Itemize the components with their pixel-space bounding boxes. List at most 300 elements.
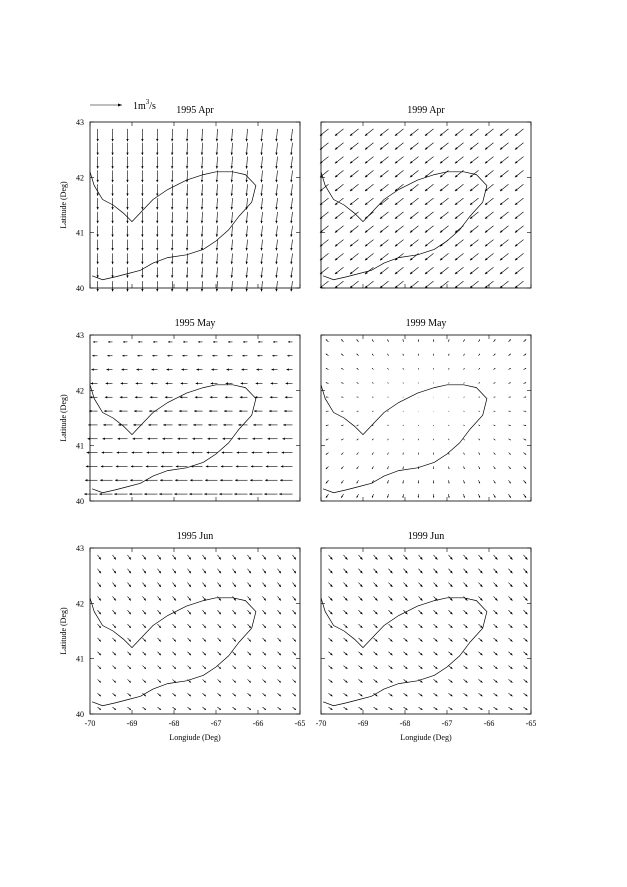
vector-arrow-head	[96, 289, 98, 291]
vector-arrow-head	[208, 424, 210, 426]
vector-arrow-head	[171, 289, 173, 291]
vector-arrow-head	[186, 221, 188, 223]
vector-arrow-head	[216, 180, 218, 182]
vector-arrow-head	[226, 382, 228, 384]
vector-arrow-head	[231, 262, 233, 264]
y-tick-label: 42	[76, 386, 84, 396]
vector-arrow-head	[186, 166, 188, 168]
vector-arrow-head	[205, 479, 207, 481]
panel-1999-jun	[316, 531, 537, 728]
vector-arrow-head	[178, 424, 180, 426]
vector-arrow-head	[231, 248, 233, 250]
vector-arrow-head	[121, 382, 123, 384]
vector-arrow-head	[269, 410, 271, 412]
vector-arrow-head	[264, 493, 266, 495]
vector-arrow-head	[186, 207, 188, 209]
vector-arrow-head	[99, 493, 101, 495]
vector-arrow-head	[260, 193, 262, 196]
vector-arrow-head	[141, 194, 143, 196]
vector-arrow-head	[111, 166, 113, 168]
vector-arrow-head	[257, 355, 259, 357]
vector-arrow-head	[186, 193, 188, 195]
vector-arrow-head	[226, 368, 228, 370]
vector-arrow-head	[126, 248, 128, 250]
vector-arrow-head	[171, 193, 173, 195]
legend	[90, 98, 156, 112]
vector-arrow-head	[279, 493, 281, 495]
vector-arrow-head	[210, 396, 212, 398]
vector-arrow-head	[96, 139, 98, 141]
vector-arrow-head	[186, 153, 188, 155]
vector-arrow-head	[246, 289, 248, 292]
vector-arrow-head	[209, 410, 211, 412]
vector-arrow-head	[118, 424, 120, 426]
panel-title: 1995 Jun	[176, 531, 214, 542]
vector-arrow-head	[281, 465, 283, 467]
vector-arrow-head	[93, 341, 95, 343]
vector-arrow-head	[146, 465, 148, 467]
vector-arrow-head	[246, 234, 248, 236]
panel-1995-apr	[76, 105, 300, 293]
vector-arrow-head	[418, 482, 419, 483]
vector-arrow-head	[147, 438, 149, 440]
vector-arrow-head	[144, 557, 146, 560]
vector-arrow-head	[260, 153, 262, 155]
y-tick-label: 42	[76, 173, 84, 183]
vector-arrow-head	[216, 166, 218, 168]
vector-arrow-head	[264, 557, 266, 560]
vector-arrow-head	[165, 396, 167, 398]
y-axis-label-row-2: Latitude (Deg)	[59, 394, 68, 442]
vector-arrow-head	[242, 355, 244, 357]
vector-arrow-head	[231, 275, 233, 277]
vector-arrow-head	[216, 234, 218, 236]
vector-arrow-head	[141, 248, 143, 250]
vector-arrow-head	[186, 139, 188, 141]
vector-arrow-head	[132, 451, 134, 453]
vector-arrow-head	[126, 166, 128, 168]
vector-arrow-head	[182, 355, 184, 357]
vector-arrow-head	[126, 207, 128, 209]
vector-arrow-head	[117, 438, 119, 440]
x-tick-label: -67	[210, 719, 222, 728]
vector-arrow-head	[186, 289, 188, 291]
vector-arrow-head	[194, 410, 196, 412]
vector-arrow-head	[254, 410, 256, 412]
vector-arrow-head	[207, 438, 209, 440]
vector-arrow-head	[126, 153, 128, 155]
vector-arrow-head	[177, 438, 179, 440]
vector-arrow-head	[141, 289, 143, 291]
vector-arrow-head	[132, 438, 134, 440]
vector-arrow-head	[260, 207, 262, 210]
plot-frame	[321, 335, 531, 501]
vector-arrow-head	[198, 341, 200, 343]
vector-arrow-head	[221, 465, 223, 467]
vector-arrow-head	[192, 438, 194, 440]
vector-arrow-head	[167, 355, 169, 357]
vector-arrow-head	[126, 275, 128, 277]
vector-arrow-head	[111, 180, 113, 182]
vector-arrow-head	[201, 166, 203, 168]
vector-arrow-head	[96, 194, 98, 196]
vector-arrow-head	[141, 153, 143, 155]
vector-arrow-head	[273, 341, 275, 343]
vector-arrow-head	[117, 451, 119, 453]
vector-arrow-head	[216, 221, 218, 223]
bank-outline	[321, 172, 487, 280]
vector-arrow-head	[141, 234, 143, 236]
vector-arrow-head	[186, 180, 188, 182]
vector-arrow-head	[156, 262, 158, 264]
panel-title: 1999 May	[405, 318, 447, 329]
vector-arrow-head	[96, 153, 98, 155]
vector-arrow-head	[231, 153, 233, 155]
vector-arrow-head	[227, 355, 229, 357]
vector-arrow-head	[108, 341, 110, 343]
vector-arrow-head	[201, 139, 203, 141]
vector-arrow-head	[102, 438, 104, 440]
vector-arrow-head	[159, 493, 161, 495]
vector-arrow-head	[216, 289, 218, 291]
vector-arrow-head	[136, 368, 138, 370]
vector-arrow-head	[183, 341, 185, 343]
vector-arrow-head	[111, 248, 113, 250]
vector-arrow-head	[156, 207, 158, 209]
vector-arrow-head	[237, 438, 239, 440]
vector-arrow-head	[96, 248, 98, 250]
vector-arrow-head	[101, 465, 103, 467]
vector-arrow-head	[286, 368, 288, 370]
vector-arrow-head	[201, 153, 203, 155]
vector-arrow-head	[256, 368, 258, 370]
vector-arrow-head	[92, 355, 94, 357]
vector-arrow-head	[195, 396, 197, 398]
vector-arrow-head	[216, 248, 218, 250]
vector-arrow-head	[186, 275, 188, 277]
vector-arrow-head	[260, 180, 262, 183]
vector-arrow-head	[84, 493, 86, 495]
vector-arrow-head	[433, 496, 434, 498]
vector-arrow-head	[133, 424, 135, 426]
vector-arrow-head	[166, 368, 168, 370]
vector-arrow-head	[114, 493, 116, 495]
vector-arrow-head	[129, 493, 131, 495]
vector-arrow-head	[116, 465, 118, 467]
vector-arrow-head	[211, 368, 213, 370]
y-tick-label: 40	[76, 497, 84, 506]
vector-arrow-head	[282, 438, 284, 440]
vector-arrow-head	[126, 221, 128, 223]
vector-arrow-head	[96, 262, 98, 264]
vector-arrow-head	[144, 493, 146, 495]
vector-arrow-head	[212, 355, 214, 357]
x-tick-label: -69	[357, 719, 369, 728]
vector-arrow-head	[286, 382, 288, 384]
panel-1999-may	[321, 318, 531, 501]
vector-arrow-head	[250, 479, 252, 481]
vector-arrow-head	[176, 465, 178, 467]
vector-arrow-head	[96, 166, 98, 168]
vector-arrow-head	[96, 180, 98, 182]
y-tick-label: 41	[76, 228, 84, 238]
vector-arrow-head	[99, 557, 101, 560]
x-tick-label: -68	[399, 719, 411, 728]
vector-arrow-head	[260, 221, 262, 224]
vector-arrow-head	[252, 451, 254, 453]
vector-arrow-head	[387, 482, 388, 483]
vector-arrow-head	[171, 234, 173, 236]
vector-arrow-head	[120, 396, 122, 398]
y-tick-label: 40	[76, 710, 84, 719]
vector-arrow-head	[267, 438, 269, 440]
vector-arrow-head	[181, 382, 183, 384]
vector-arrow-head	[418, 496, 419, 498]
vector-arrow-head	[164, 410, 166, 412]
vector-arrow-head	[171, 262, 173, 264]
vector-arrow-head	[256, 382, 258, 384]
vector-arrow-head	[91, 382, 93, 384]
vector-arrow-head	[177, 451, 179, 453]
vector-arrow-head	[285, 396, 287, 398]
y-tick-label: 43	[76, 331, 84, 340]
vector-arrow-head	[266, 465, 268, 467]
vector-arrow-head	[103, 424, 105, 426]
y-tick-label: 43	[76, 544, 84, 553]
vector-arrow-head	[156, 153, 158, 155]
bank-outline	[90, 598, 256, 706]
vector-arrow-head	[216, 275, 218, 277]
vector-arrow-head	[126, 234, 128, 236]
vector-arrow-head	[138, 341, 140, 343]
vector-arrow-head	[283, 424, 285, 426]
vector-arrow-head	[152, 355, 154, 357]
vector-arrow-head	[201, 221, 203, 223]
vector-arrow-head	[190, 479, 192, 481]
legend-label	[133, 98, 156, 112]
vector-arrow-head	[213, 341, 215, 343]
vector-arrow-head	[151, 368, 153, 370]
vector-arrow-head	[87, 451, 89, 453]
vector-arrow-head	[280, 479, 282, 481]
vector-arrow-head	[126, 262, 128, 264]
vector-arrow-head	[216, 207, 218, 209]
vector-arrow-head	[201, 207, 203, 209]
vector-arrow-head	[234, 557, 236, 560]
vector-arrow-head	[88, 424, 90, 426]
vector-arrow-head	[153, 341, 155, 343]
legend-label-sup: 3	[145, 98, 150, 106]
vector-arrow-head	[246, 221, 248, 223]
vector-arrow-head	[156, 275, 158, 277]
vector-arrow-head	[284, 410, 286, 412]
vector-arrow-head	[171, 180, 173, 182]
vector-arrow-head	[87, 438, 89, 440]
vector-arrow-head	[111, 153, 113, 155]
vector-arrow-head	[186, 262, 188, 264]
vector-arrow-head	[231, 166, 233, 168]
x-tick-label: -66	[252, 719, 264, 728]
panel-1999-apr	[320, 105, 531, 288]
vector-arrow-head	[156, 139, 158, 141]
plot-frame	[321, 548, 531, 714]
vector-arrow-head	[231, 207, 233, 209]
vector-arrow-head	[224, 410, 226, 412]
vector-arrow-head	[145, 479, 147, 481]
vector-arrow-head	[201, 262, 203, 264]
vector-arrow-head	[141, 180, 143, 182]
plot-frame	[90, 122, 300, 288]
vector-arrow-head	[171, 139, 173, 141]
vector-arrow-head	[119, 410, 121, 412]
vector-arrow-head	[126, 289, 128, 291]
vector-arrow-head	[114, 557, 116, 560]
legend-label-main: 1m	[133, 101, 146, 112]
vector-arrow-head	[175, 479, 177, 481]
vector-arrow-head	[197, 355, 199, 357]
vector-arrow-head	[137, 355, 139, 357]
vector-arrow-head	[136, 382, 138, 384]
vector-arrow-head	[196, 368, 198, 370]
vector-arrow-head	[234, 493, 236, 495]
vector-arrow-head	[186, 234, 188, 236]
vector-arrow-head	[156, 166, 158, 168]
legend-arrow-head	[118, 104, 122, 107]
vector-arrow-head	[191, 465, 193, 467]
vector-arrow-head	[243, 341, 245, 343]
vector-arrow-head	[241, 368, 243, 370]
vector-arrow-head	[231, 193, 233, 195]
vector-arrow-head	[463, 482, 464, 483]
vector-arrow-head	[91, 368, 93, 370]
vector-arrow-head	[228, 341, 230, 343]
vector-arrow-head	[231, 289, 233, 291]
vector-arrow-head	[211, 382, 213, 384]
panel-1995-may	[76, 318, 300, 506]
vector-arrow-head	[141, 275, 143, 277]
vector-arrow-head	[237, 451, 239, 453]
vector-arrow-head	[260, 139, 262, 141]
vector-arrow-head	[240, 396, 242, 398]
vector-arrow-head	[126, 194, 128, 196]
vector-arrow-head	[141, 166, 143, 168]
vector-arrow-head	[156, 194, 158, 196]
vector-arrow-head	[174, 557, 176, 560]
vector-arrow-head	[166, 382, 168, 384]
vector-arrow-head	[267, 451, 269, 453]
panel-title: 1995 May	[174, 318, 216, 329]
vector-arrow-head	[206, 465, 208, 467]
plot-frame	[321, 122, 531, 288]
vector-arrow-head	[219, 557, 221, 560]
vector-arrow-head	[105, 396, 107, 398]
vector-arrow-head	[130, 479, 132, 481]
vector-arrow-head	[279, 557, 281, 560]
vector-arrow-head	[100, 479, 102, 481]
vector-arrow-head	[241, 382, 243, 384]
vector-arrow-head	[236, 465, 238, 467]
vector-arrow-head	[111, 289, 113, 291]
vector-arrow-head	[216, 139, 218, 141]
vector-arrow-head	[245, 139, 247, 141]
vector-arrow-head	[249, 557, 251, 560]
vector-arrow-head	[171, 153, 173, 155]
vector-arrow-head	[126, 180, 128, 182]
vector-arrow-head	[141, 221, 143, 223]
vector-arrow-head	[141, 262, 143, 264]
vector-arrow-head	[231, 180, 233, 182]
vector-arrow-head	[111, 139, 113, 141]
y-tick-label: 41	[76, 441, 84, 451]
vector-arrow-head	[102, 451, 104, 453]
vector-arrow-head	[216, 153, 218, 155]
vector-arrow-head	[107, 355, 109, 357]
vector-arrow-head	[131, 465, 133, 467]
vector-arrow-head	[171, 275, 173, 277]
vector-arrow-head	[231, 234, 233, 236]
x-axis-label-left: Longiude (Deg)	[169, 733, 221, 742]
y-tick-label: 42	[76, 599, 84, 609]
vector-arrow-head	[104, 410, 106, 412]
vector-arrow-head	[162, 451, 164, 453]
x-tick-label: -68	[168, 719, 180, 728]
vector-arrow-head	[96, 221, 98, 223]
bank-outline	[90, 172, 256, 280]
x-tick-label: -66	[483, 719, 495, 728]
vector-arrow-head	[201, 275, 203, 277]
vector-arrow-head	[252, 438, 254, 440]
vector-arrow-head	[111, 194, 113, 196]
y-axis-label-row-1: Latitude (Deg)	[59, 181, 68, 229]
vector-arrow-head	[171, 221, 173, 223]
panel-title: 1999 Jun	[407, 531, 445, 542]
vector-arrow-head	[171, 248, 173, 250]
vector-arrow-head	[156, 248, 158, 250]
vector-arrow-head	[222, 451, 224, 453]
vector-arrow-head	[246, 262, 248, 265]
vector-arrow-head	[126, 139, 128, 141]
x-tick-label: -67	[441, 719, 453, 728]
plot-frame	[90, 335, 300, 501]
vector-arrow-head	[433, 482, 434, 483]
vector-arrow-head	[156, 180, 158, 182]
vector-arrow-head	[174, 493, 176, 495]
vector-arrow-head	[196, 382, 198, 384]
vector-arrow-head	[160, 479, 162, 481]
vector-arrow-head	[231, 139, 233, 141]
y-tick-label: 40	[76, 284, 84, 293]
vector-arrow-head	[216, 262, 218, 264]
vector-arrow-head	[163, 424, 165, 426]
vector-arrow-head	[193, 424, 195, 426]
vector-arrow-head	[201, 234, 203, 236]
x-axis-label-right: Longiude (Deg)	[400, 733, 452, 742]
vector-arrow-head	[162, 438, 164, 440]
vector-arrow-head	[111, 221, 113, 223]
vector-arrow-head	[85, 479, 87, 481]
vector-arrow-head	[168, 341, 170, 343]
vector-arrow-head	[192, 451, 194, 453]
vector-arrow-head	[282, 451, 284, 453]
vector-arrow-head	[287, 355, 289, 357]
vector-arrow-head	[271, 382, 273, 384]
vector-arrow-head	[246, 193, 248, 195]
panel-title: 1999 Apr	[407, 105, 445, 116]
vector-arrow-head	[115, 479, 117, 481]
vector-arrow-head	[134, 410, 136, 412]
vector-arrow-head	[225, 396, 227, 398]
bank-outline	[321, 385, 487, 493]
